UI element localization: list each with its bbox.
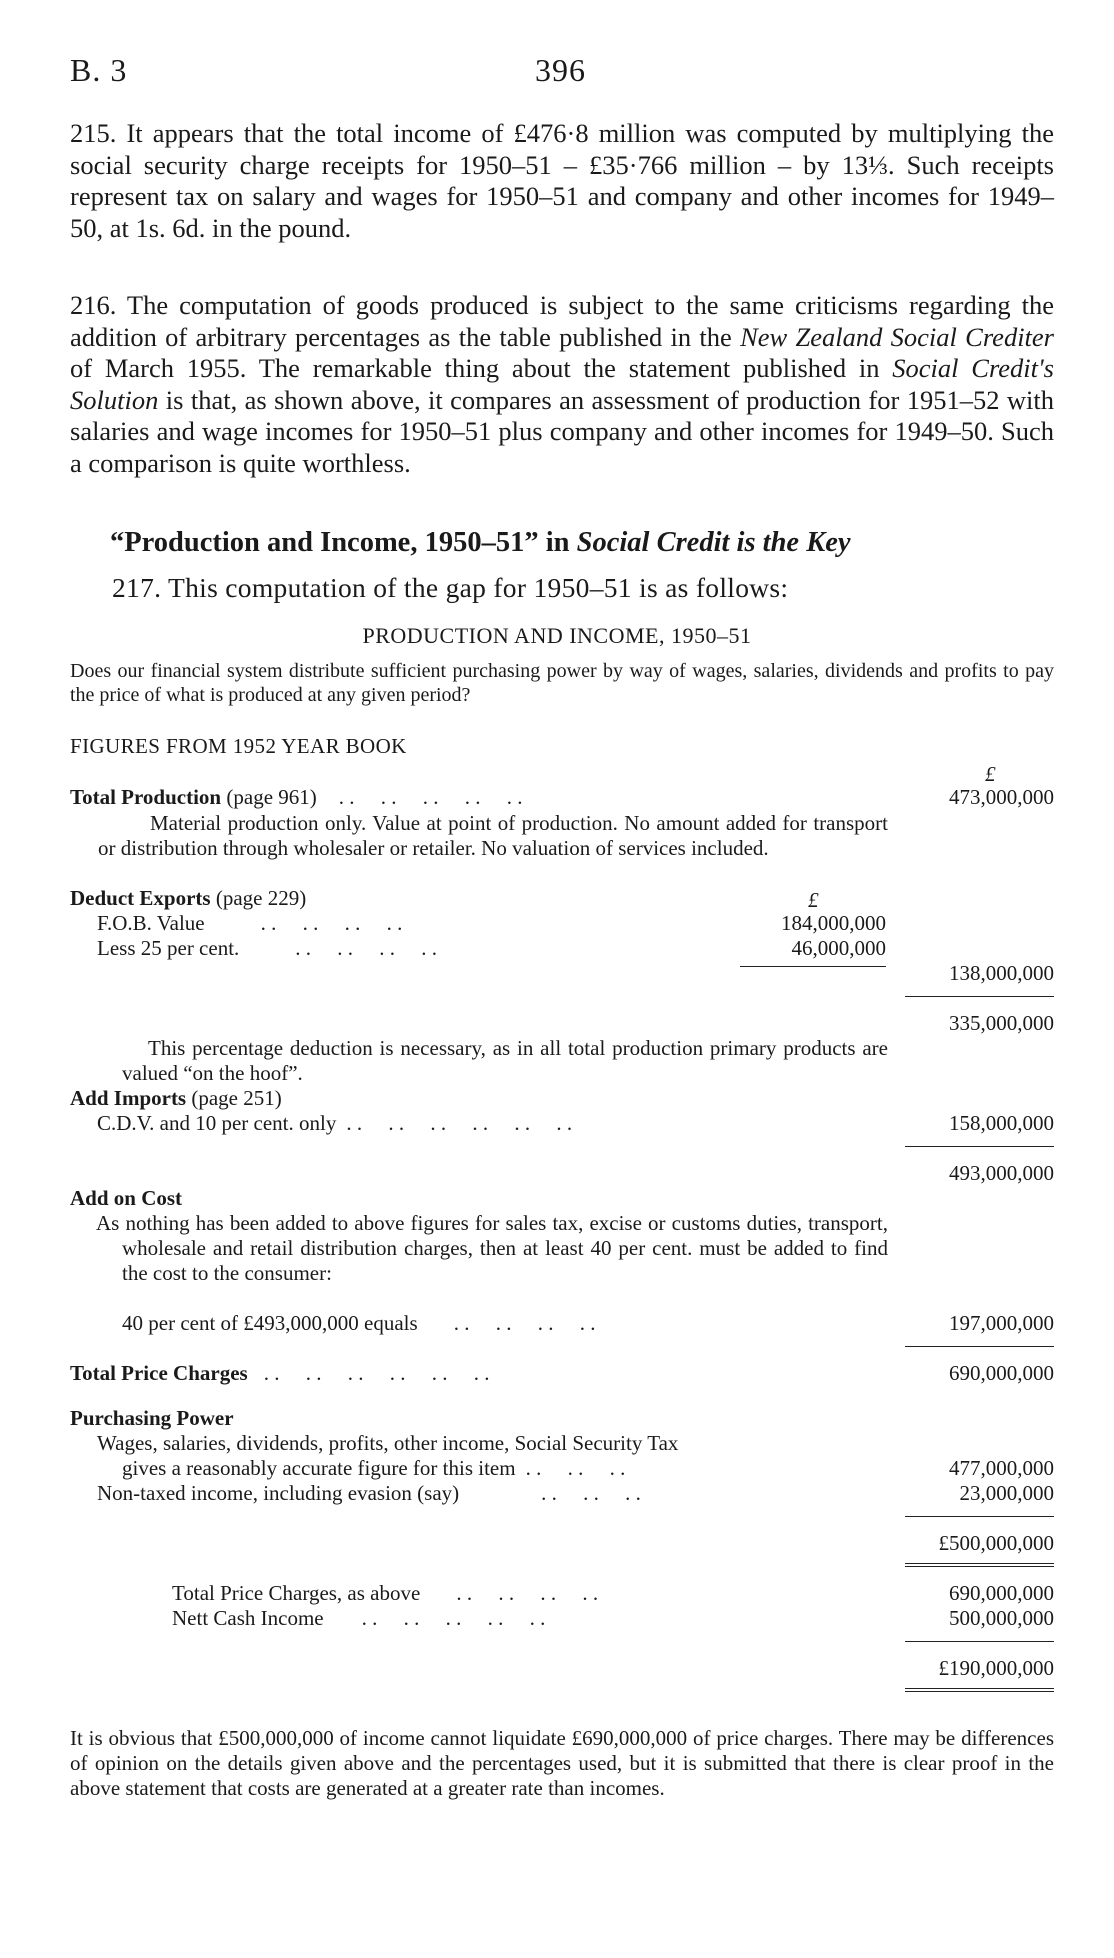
exports-net-value: 138,000,000 <box>949 961 1054 985</box>
p216-text-1: 216. The computation of goods produced is subject to the same criticisms regarding the addition of arbitrary percentages as the table published in the <box>70 290 1054 352</box>
cdv-dots: . . . . . . . . . . . . <box>346 1111 573 1135</box>
add-imports-label: Add Imports <box>70 1086 187 1110</box>
source-line: FIGURES FROM 1952 YEAR BOOK <box>70 734 407 758</box>
fob-value: 184,000,000 <box>781 911 886 935</box>
double-rule-pp-total <box>905 1563 1054 1567</box>
rule-gap <box>905 1641 1054 1642</box>
cost-note: As nothing has been added to above figures for sales tax, excise or customs duties, transport, wholesale and retail distribution charges, then at least 40 per cent. must be added to find the cost to the consumer: <box>96 1211 888 1285</box>
material-note: Material production only. Value at point of production. No amount added for transport or distribution through wholesaler or retailer. No valuation of services included. <box>98 811 888 860</box>
total-price-row <box>70 1361 489 1386</box>
fob-label: F.O.B. Value <box>97 911 205 935</box>
deduct-exports-label: Deduct Exports <box>70 886 211 910</box>
non-taxed-row <box>97 1481 641 1506</box>
total-production-row <box>70 785 523 810</box>
p216-text-3: is that, as shown above, it compares an assessment of production for 1951–52 with salaries and wage incomes for 1950–51 plus company and other incomes for 1949–50. Such a comparison is quite worthless. <box>70 384 1054 478</box>
purchasing-power-label: Purchasing Power <box>70 1406 234 1430</box>
forty-percent-value: 197,000,000 <box>949 1311 1054 1335</box>
wages-line2-dots: . . . . . . <box>525 1456 626 1480</box>
deduct-exports-ref: (page 229) <box>210 886 307 910</box>
paragraph-216 <box>70 290 1054 480</box>
paragraph-215: 215. It appears that the total income of £476·8 million was computed by multiplying the social security charge receipts for 1950–51 – £35·766 million – by 13⅓. Such receipts represent tax on salary and wages for 1950–51 and company and other incomes for 1949–50, at 1s. 6d. in the pound. <box>70 118 1054 243</box>
wages-line1: Wages, salaries, dividends, profits, other income, Social Security Tax <box>97 1431 679 1455</box>
non-taxed-label: Non-taxed income, including evasion (say) <box>97 1481 460 1505</box>
rule-pp-total <box>905 1516 1054 1517</box>
p216-italic-title: Social Credit's Solution <box>70 353 1054 415</box>
less25-value: 46,000,000 <box>791 936 886 960</box>
heading-italic: Social Credit is the Key <box>576 527 851 558</box>
total-production-label: Total Production <box>70 785 222 809</box>
rule-exports <box>740 966 886 967</box>
nett-cash-value: 500,000,000 <box>949 1606 1054 1630</box>
add-imports-ref: (page 251) <box>186 1086 282 1110</box>
forty-percent-label: 40 per cent of £493,000,000 equals <box>122 1311 418 1335</box>
non-taxed-value: 23,000,000 <box>959 1481 1054 1505</box>
tpc-above-row <box>172 1581 598 1606</box>
double-rule-gap <box>905 1688 1054 1692</box>
tpc-above-dots: . . . . . . . . <box>456 1581 599 1605</box>
rule-subtotal1 <box>905 996 1054 997</box>
total-production-ref: (page 961) <box>221 785 317 809</box>
p216-italic-publication: New Zealand Social Crediter <box>740 321 1054 352</box>
cdv-value: 158,000,000 <box>949 1111 1054 1135</box>
total-price-dots: . . . . . . . . . . . . <box>263 1361 490 1385</box>
wages-line2-row <box>122 1456 625 1481</box>
fob-dots: . . . . . . . . <box>260 911 403 935</box>
wages-line2-label: gives a reasonably accurate figure for this item <box>122 1456 516 1480</box>
conclusion-paragraph: It is obvious that £500,000,000 of income cannot liquidate £690,000,000 of price charges. There may be differences of opinion on the details given above and the percentages used, but it is submitted that there is clear proof in the above statement that costs are generated at a greater rate than incomes. <box>70 1726 1054 1800</box>
heading-main: “Production and Income, 1950–51” in <box>110 527 577 558</box>
nett-cash-row <box>172 1606 545 1631</box>
total-production-dots: . . . . . . . . . . <box>338 785 523 809</box>
nett-cash-label: Nett Cash Income <box>172 1606 324 1630</box>
total-price-label: Total Price Charges <box>70 1361 248 1385</box>
table-question: Does our financial system distribute sufficient purchasing power by way of wages, salaries, dividends and profits to pay the price of what is produced at any given period? <box>70 660 1054 706</box>
forty-percent-row <box>122 1311 595 1336</box>
subtotal1-value: 335,000,000 <box>949 1011 1054 1035</box>
add-imports-row <box>70 1086 282 1111</box>
page-number: 396 <box>535 52 586 88</box>
pound-sign-col1: £ <box>985 762 996 786</box>
gap-value: £190,000,000 <box>938 1656 1054 1680</box>
section-heading <box>110 527 851 559</box>
add-on-cost-label: Add on Cost <box>70 1186 183 1210</box>
cdv-row <box>97 1111 572 1136</box>
cdv-label: C.D.V. and 10 per cent. only <box>97 1111 337 1135</box>
total-price-value: 690,000,000 <box>949 1361 1054 1385</box>
tpc-above-label: Total Price Charges, as above <box>172 1581 421 1605</box>
fob-row <box>97 911 402 936</box>
pound-sign-col2: £ <box>808 888 819 912</box>
less25-label: Less 25 per cent. <box>97 936 240 960</box>
series-code: B. 3 <box>70 52 128 88</box>
forty-percent-dots: . . . . . . . . <box>453 1311 596 1335</box>
less25-row <box>97 936 437 961</box>
subtotal2-value: 493,000,000 <box>949 1161 1054 1185</box>
wages-value: 477,000,000 <box>949 1456 1054 1480</box>
table-title: PRODUCTION AND INCOME, 1950–51 <box>362 623 752 648</box>
nett-cash-dots: . . . . . . . . . . <box>361 1606 546 1630</box>
paragraph-217: 217. This computation of the gap for 1950–51 is as follows: <box>112 572 789 603</box>
less25-dots: . . . . . . . . <box>295 936 438 960</box>
total-production-value: 473,000,000 <box>949 785 1054 809</box>
non-taxed-dots: . . . . . . <box>541 1481 641 1505</box>
tpc-above-value: 690,000,000 <box>949 1581 1054 1605</box>
deduct-exports-row <box>70 886 306 911</box>
pp-total-value: £500,000,000 <box>938 1531 1054 1555</box>
p216-text-2: of March 1955. The remarkable thing about the statement published in <box>70 353 893 384</box>
rule-total-price <box>905 1346 1054 1347</box>
rule-subtotal2 <box>905 1146 1054 1147</box>
percentage-note: This percentage deduction is necessary, as in all total production primary products are valued “on the hoof”. <box>122 1036 888 1085</box>
